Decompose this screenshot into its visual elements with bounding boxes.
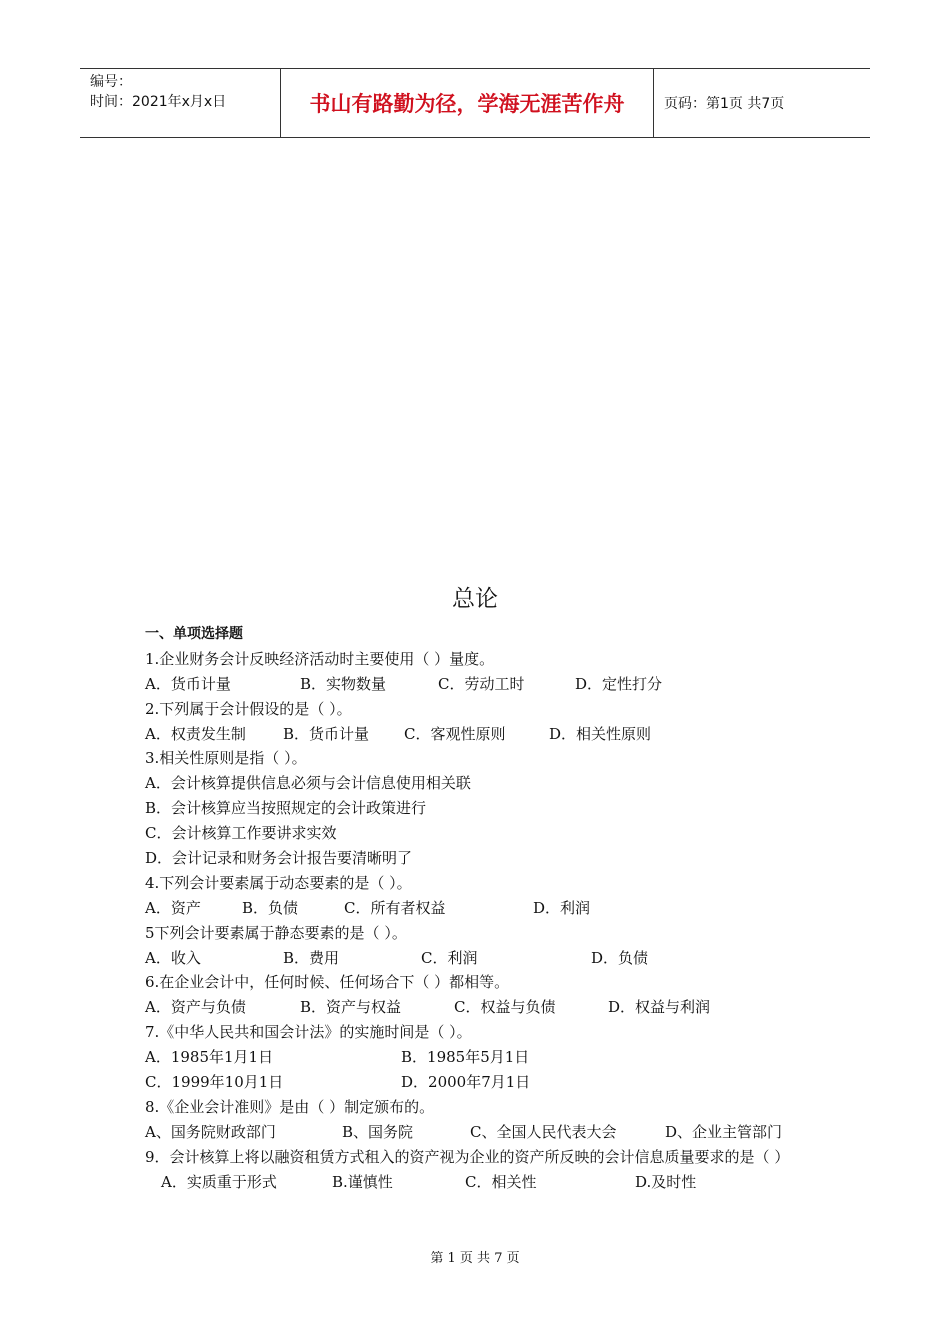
question-2-stem: 2.下列属于会计假设的是（ ）。 <box>145 699 352 718</box>
option-d: D．利润 <box>533 898 591 917</box>
option-b: B．资产与权益 <box>300 998 402 1017</box>
question-9-options <box>145 1170 825 1195</box>
question-5-stem: 5下列会计要素属于静态要素的是（ ）。 <box>145 923 407 942</box>
header-meta <box>80 69 281 137</box>
option-c: C．会计核算工作要讲求实效 <box>145 824 337 843</box>
option-b: B．1985年5月1日 <box>401 1048 530 1067</box>
option-d: D．负债 <box>591 948 649 967</box>
option-b: B、国务院 <box>342 1122 414 1141</box>
option-c: C．劳动工时 <box>438 674 525 693</box>
option-a: A．资产与负债 <box>145 998 246 1017</box>
question-5-options <box>145 946 825 971</box>
question-9-stem: 9．会计核算上将以融资租赁方式租入的资产视为企业的资产所反映的会计信息质量要求的是（ ） <box>145 1147 790 1166</box>
time-label: 时间：2021年x月x日 <box>90 94 227 110</box>
question-1-options <box>145 672 825 697</box>
question-6-options <box>145 995 825 1020</box>
option-c: C．所有者权益 <box>344 898 446 917</box>
question-7-options-row1 <box>145 1045 825 1070</box>
option-a: A．权责发生制 <box>145 724 246 743</box>
option-c: C．客观性原则 <box>404 724 506 743</box>
option-a: A．实质重于形式 <box>161 1172 277 1191</box>
option-d: D．2000年7月1日 <box>401 1073 531 1092</box>
option-a: A．货币计量 <box>145 674 231 693</box>
question-4-options <box>145 896 825 921</box>
option-d: D．权益与利润 <box>608 998 711 1017</box>
question-3-stem: 3.相关性原则是指（ ）。 <box>145 749 307 768</box>
option-b: B．货币计量 <box>283 724 370 743</box>
option-b: B．费用 <box>283 948 340 967</box>
option-d: D．相关性原则 <box>549 724 652 743</box>
option-a: A．会计核算提供信息必须与会计信息使用相关联 <box>145 774 471 793</box>
number-label: 编号： <box>90 74 132 90</box>
option-c: C．相关性 <box>465 1172 537 1191</box>
option-c: C．1999年10月1日 <box>145 1073 284 1092</box>
option-a: A．收入 <box>145 948 201 967</box>
option-b: B.谨慎性 <box>332 1172 393 1191</box>
question-2-options <box>145 722 825 747</box>
page-footer: 第 1 页 共 7 页 <box>430 1251 520 1266</box>
question-8-options <box>145 1120 825 1145</box>
header-motto: 书山有路勤为径，学海无涯苦作舟 <box>281 69 654 137</box>
header-page-label: 页码：第1页 共7页 <box>664 96 785 112</box>
option-a: A、国务院财政部门 <box>145 1122 276 1141</box>
page-title: 总论 <box>452 586 498 612</box>
question-1-stem: 1.企业财务会计反映经济活动时主要使用（ ）量度。 <box>145 649 495 668</box>
question-7-options-row2 <box>145 1070 825 1095</box>
question-4-stem: 4.下列会计要素属于动态要素的是（ ）。 <box>145 873 412 892</box>
question-8-stem: 8.《企业会计准则》是由（ ）制定颁布的。 <box>145 1097 435 1116</box>
option-a: A．资产 <box>145 898 201 917</box>
option-c: C．权益与负债 <box>454 998 556 1017</box>
option-b: B．会计核算应当按照规定的会计政策进行 <box>145 799 427 818</box>
option-d: D．会计记录和财务会计报告要清晰明了 <box>145 849 413 868</box>
option-a: A．1985年1月1日 <box>145 1048 274 1067</box>
section-heading: 一、单项选择题 <box>145 626 243 642</box>
option-b: B．负债 <box>242 898 299 917</box>
option-b: B．实物数量 <box>300 674 387 693</box>
question-6-stem: 6.在企业会计中，任何时候、任何场合下（ ）都相等。 <box>145 973 510 992</box>
option-d: D．定性打分 <box>575 674 663 693</box>
option-d: D、企业主管部门 <box>665 1122 783 1141</box>
option-d: D.及时性 <box>635 1172 697 1191</box>
question-list <box>145 622 825 1195</box>
question-7-stem: 7.《中华人民共和国会计法》的实施时间是（ ）。 <box>145 1023 472 1042</box>
document-header <box>80 68 870 138</box>
option-c: C、全国人民代表大会 <box>470 1122 617 1141</box>
option-c: C．利润 <box>421 948 478 967</box>
